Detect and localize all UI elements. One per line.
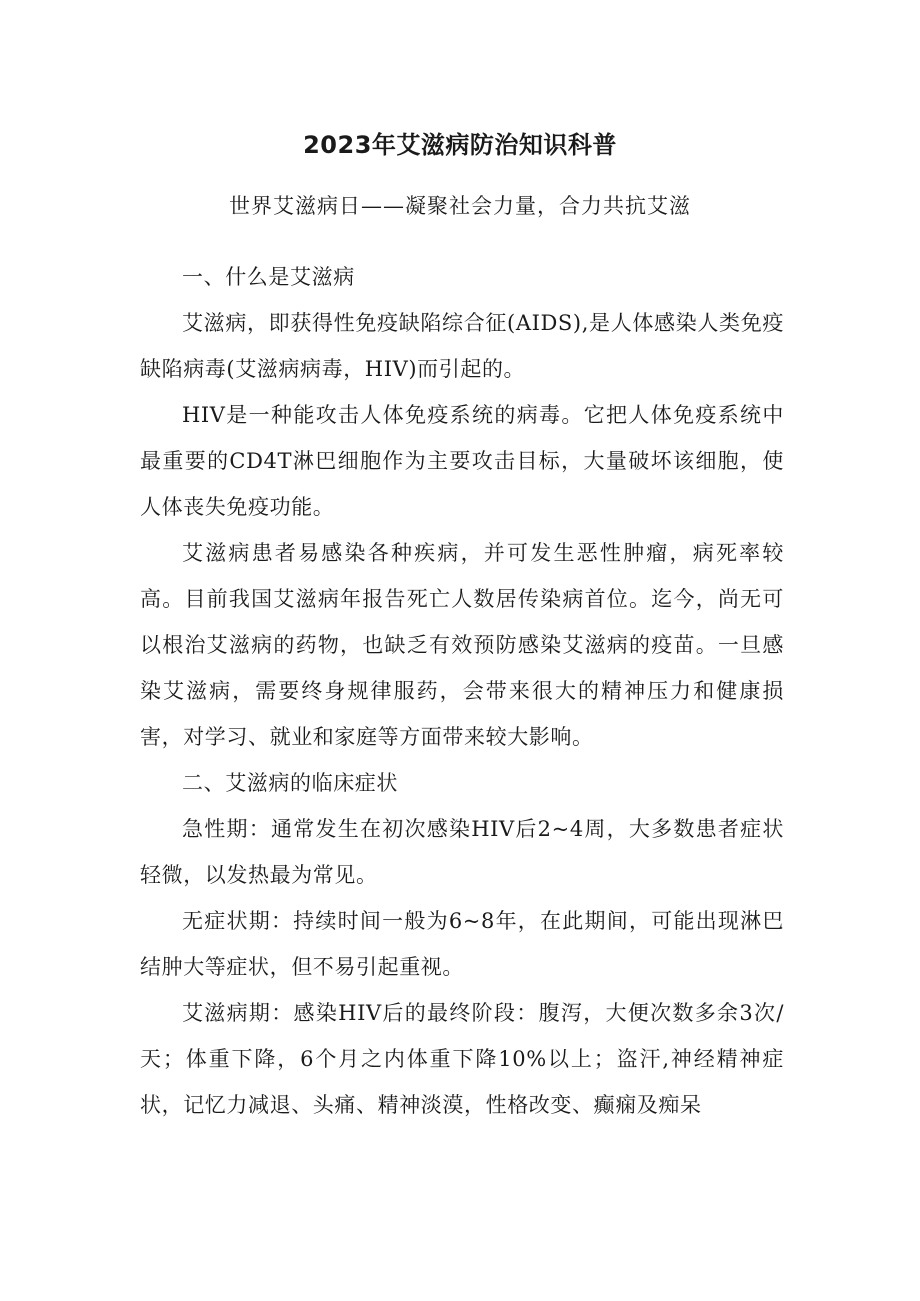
document-title: 2023年艾滋病防治知识科普 [303,131,617,159]
document-subtitle: 世界艾滋病日——凝聚社会力量，合力共抗艾滋 [229,194,691,218]
section-heading-clinical-symptoms: 二、艾滋病的临床症状 [182,771,398,795]
paragraph-acute-stage: 急性期：通常发生在初次感染HIV后2~4周，大多数患者症状轻微，以发热最为常见。 [140,817,784,887]
paragraph-aids-stage: 艾滋病期：感染HIV后的最终阶段：腹泻，大便次数多余3次/天；体重下降，6个月之内体重下降10%以上；盗汗,神经精神症状，记忆力减退、头痛、精神淡漠，性格改变、癫痫及痴呆 [140,1001,784,1117]
paragraph-aids-definition: 艾滋病，即获得性免疫缺陷综合征(AIDS),是人体感染人类免疫缺陷病毒(艾滋病病毒，HIV)而引起的。 [140,311,784,381]
section-heading-what-is-aids: 一、什么是艾滋病 [182,265,355,289]
paragraph-hiv-description: HIV是一种能攻击人体免疫系统的病毒。它把人体免疫系统中最重要的CD4T淋巴细胞作为主要攻击目标，大量破坏该细胞，使人体丧失免疫功能。 [140,403,784,519]
paragraph-asymptomatic-stage: 无症状期：持续时间一般为6~8年，在此期间，可能出现淋巴结肿大等症状，但不易引起重视。 [140,909,784,979]
document-body [140,254,784,1128]
paragraph-aids-impact: 艾滋病患者易感染各种疾病，并可发生恶性肿瘤，病死率较高。目前我国艾滋病年报告死亡人数居传染病首位。迄今，尚无可以根治艾滋病的药物，也缺乏有效预防感染艾滋病的疫苗。一旦感染艾滋病，需要终身规律服药，会带来很大的精神压力和健康损害，对学习、就业和家庭等方面带来较大影响。 [140,541,784,749]
